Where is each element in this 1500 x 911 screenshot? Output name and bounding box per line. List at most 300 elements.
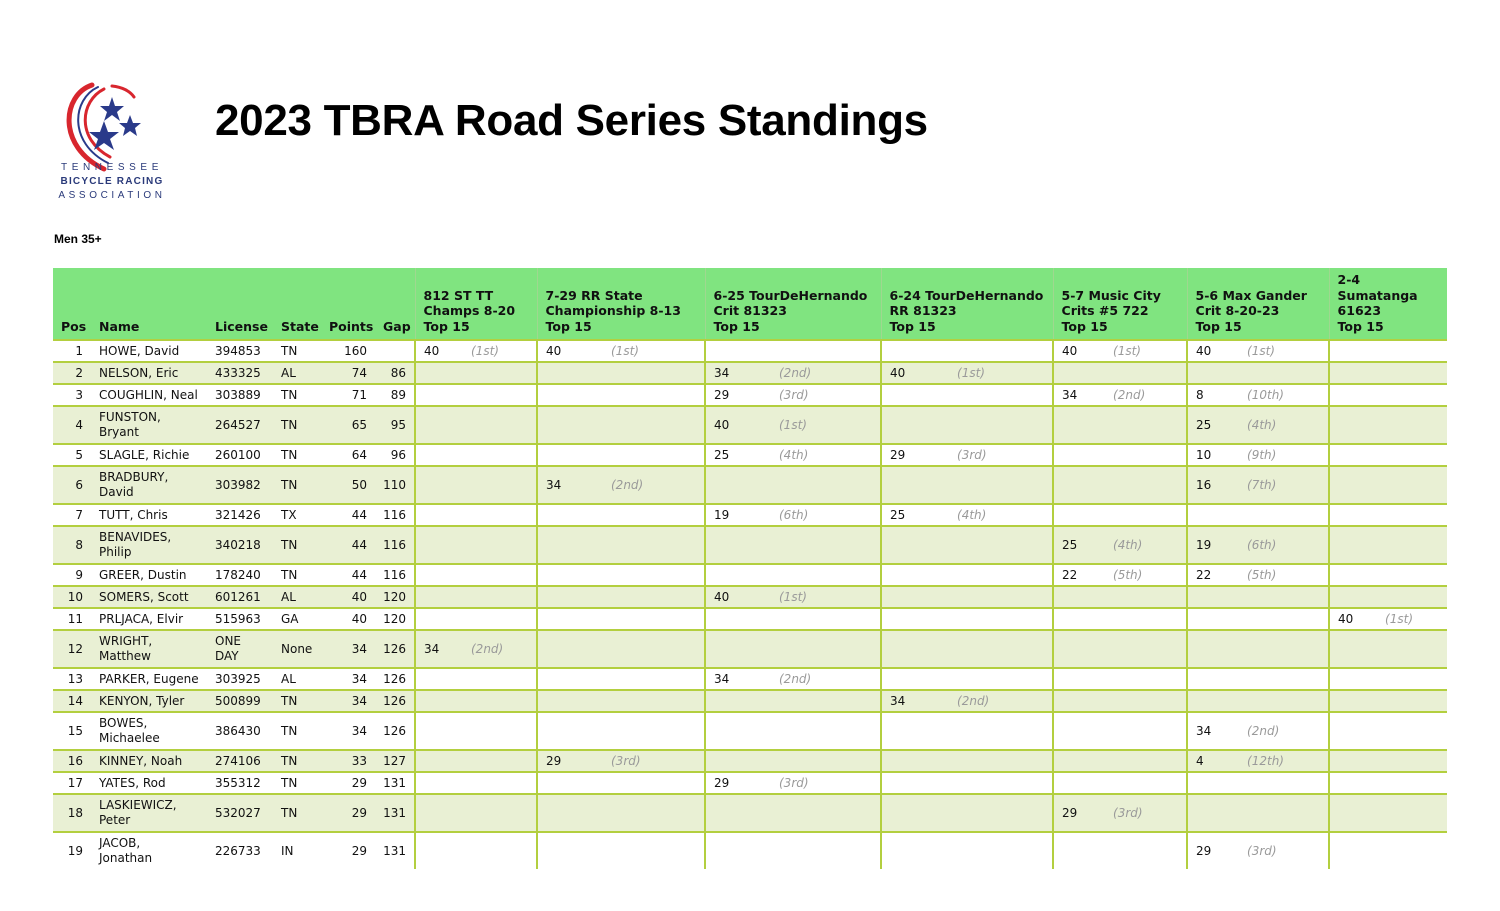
cell-event-points xyxy=(415,504,463,526)
cell-state: AL xyxy=(273,362,321,384)
cell-event-place xyxy=(1239,608,1329,630)
cell-license: 340218 xyxy=(207,526,273,564)
cell-event-points xyxy=(415,794,463,832)
cell-event-points xyxy=(537,444,603,466)
table-row[interactable] xyxy=(53,690,1447,712)
cell-event-points xyxy=(881,526,949,564)
cell-points: 64 xyxy=(321,444,375,466)
cell-event-points: 22 xyxy=(1187,564,1239,586)
cell-event-place xyxy=(771,794,881,832)
cell-event-place xyxy=(1105,690,1187,712)
logo-line-1: TENNESSEE xyxy=(61,162,163,173)
cell-event-points xyxy=(705,750,771,772)
cell-event-place xyxy=(1105,712,1187,750)
cell-event-place xyxy=(1105,406,1187,444)
cell-event-points xyxy=(881,668,949,690)
name-line: Philip xyxy=(99,545,132,559)
cell-event-points xyxy=(1053,772,1105,794)
cell-event-place xyxy=(463,526,537,564)
table-row[interactable] xyxy=(53,564,1447,586)
cell-event-place xyxy=(1105,586,1187,608)
event-header-line: 7-29 RR State xyxy=(545,287,643,303)
table-row[interactable] xyxy=(53,466,1447,504)
cell-license: 303925 xyxy=(207,668,273,690)
cell-event-points: 40 xyxy=(1053,340,1105,362)
cell-state: AL xyxy=(273,668,321,690)
cell-gap: 131 xyxy=(383,843,406,858)
cell-event-place xyxy=(771,832,881,869)
cell-event-place xyxy=(603,384,705,406)
cell-event-points xyxy=(537,586,603,608)
cell-event-points: 19 xyxy=(705,504,771,526)
cell-event-points xyxy=(537,832,603,869)
cell-event-place: (1st) xyxy=(1105,340,1187,362)
cell-event-points xyxy=(1329,772,1377,794)
cell-event-place xyxy=(603,586,705,608)
cell-state: TN xyxy=(273,466,321,504)
cell-event-place xyxy=(1239,794,1329,832)
cell-pos: 15 xyxy=(53,712,91,750)
cell-state: TN xyxy=(273,444,321,466)
cell-pos: 8 xyxy=(53,526,91,564)
col-header-event-3[interactable] xyxy=(881,268,1053,340)
cell-event-points xyxy=(1329,630,1377,668)
table-row[interactable] xyxy=(53,772,1447,794)
cell-points: 65 xyxy=(321,406,375,444)
cell-event-points xyxy=(537,384,603,406)
name-line: Matthew xyxy=(99,649,151,663)
cell-event-place: (2nd) xyxy=(771,362,881,384)
cell-event-points: 34 xyxy=(1053,384,1105,406)
cell-points: 44 xyxy=(321,526,375,564)
cell-gap: 120 xyxy=(375,586,415,608)
cell-event-place: (1st) xyxy=(603,340,705,362)
cell-event-place xyxy=(949,406,1053,444)
cell-event-place xyxy=(463,444,537,466)
cell-event-points xyxy=(881,384,949,406)
cell-event-place xyxy=(771,466,881,504)
cell-name: SOMERS, Scott xyxy=(91,586,207,608)
cell-event-points xyxy=(1329,668,1377,690)
cell-event-place xyxy=(1239,504,1329,526)
cell-state: TX xyxy=(273,504,321,526)
cell-event-place xyxy=(1377,690,1447,712)
cell-event-points xyxy=(1329,564,1377,586)
cell-event-place xyxy=(463,406,537,444)
page-title: 2023 TBRA Road Series Standings xyxy=(215,96,928,145)
cell-event-place xyxy=(603,668,705,690)
cell-event-points xyxy=(705,832,771,869)
cell-event-points xyxy=(705,712,771,750)
cell-event-place xyxy=(463,384,537,406)
cell-event-place xyxy=(771,608,881,630)
cell-license: 601261 xyxy=(207,586,273,608)
cell-event-place xyxy=(949,832,1053,869)
cell-event-points xyxy=(415,444,463,466)
cell-event-place xyxy=(603,444,705,466)
col-header-event-0[interactable] xyxy=(415,268,537,340)
cell-event-place: (5th) xyxy=(1239,564,1329,586)
event-header-line: RR 81323 xyxy=(889,303,957,318)
cell-event-place xyxy=(949,586,1053,608)
cell-points: 34 xyxy=(321,630,375,668)
cell-name: SLAGLE, Richie xyxy=(91,444,207,466)
cell-event-points xyxy=(1187,608,1239,630)
cell-event-place xyxy=(771,564,881,586)
cell-name xyxy=(91,466,207,504)
cell-event-place xyxy=(463,832,537,869)
standings-table xyxy=(53,268,1447,869)
cell-name xyxy=(91,832,207,869)
cell-event-place xyxy=(1377,384,1447,406)
cell-state: TN xyxy=(273,526,321,564)
cell-event-place xyxy=(463,564,537,586)
cell-event-place: (5th) xyxy=(1105,564,1187,586)
cell-event-place xyxy=(1377,772,1447,794)
cell-state: TN xyxy=(273,750,321,772)
col-header-pos[interactable]: Pos xyxy=(53,268,91,340)
cell-event-points xyxy=(415,586,463,608)
cell-event-points xyxy=(415,750,463,772)
name-line: FUNSTON, xyxy=(99,410,161,424)
cell-event-place xyxy=(603,406,705,444)
table-row[interactable] xyxy=(53,750,1447,772)
cell-event-points xyxy=(537,526,603,564)
cell-event-place xyxy=(603,772,705,794)
event-header-line: Top 15 xyxy=(1061,318,1108,334)
cell-event-points xyxy=(415,406,463,444)
cell-event-place: (3rd) xyxy=(603,750,705,772)
cell-event-place: (12th) xyxy=(1239,750,1329,772)
col-header-event-5[interactable] xyxy=(1187,268,1329,340)
cell-name: PARKER, Eugene xyxy=(91,668,207,690)
table-row[interactable] xyxy=(53,340,1447,362)
col-header-gap[interactable]: Gap xyxy=(375,268,415,340)
cell-event-place xyxy=(463,772,537,794)
cell-event-points: 29 xyxy=(705,384,771,406)
cell-event-points xyxy=(1329,712,1377,750)
cell-event-place xyxy=(1377,630,1447,668)
cell-state: TN xyxy=(273,384,321,406)
cell-event-points xyxy=(1053,668,1105,690)
cell-event-points xyxy=(1053,750,1105,772)
col-header-name[interactable]: Name xyxy=(91,268,207,340)
cell-event-points: 34 xyxy=(1187,712,1239,750)
cell-event-points xyxy=(415,564,463,586)
cell-event-points: 10 xyxy=(1187,444,1239,466)
cell-name: NELSON, Eric xyxy=(91,362,207,384)
cell-event-place xyxy=(949,384,1053,406)
table-row[interactable] xyxy=(53,526,1447,564)
cell-event-points xyxy=(1329,384,1377,406)
cell-event-place xyxy=(463,466,537,504)
cell-event-points xyxy=(1053,712,1105,750)
cell-event-points: 34 xyxy=(881,690,949,712)
cell-event-points xyxy=(537,772,603,794)
cell-event-points xyxy=(1329,586,1377,608)
cell-event-place xyxy=(1377,564,1447,586)
cell-event-place xyxy=(1239,630,1329,668)
cell-event-points xyxy=(415,668,463,690)
cell-event-place xyxy=(1377,444,1447,466)
cell-event-place xyxy=(1377,668,1447,690)
cell-event-points xyxy=(1053,362,1105,384)
cell-event-place xyxy=(949,794,1053,832)
cell-license: 433325 xyxy=(207,362,273,384)
cell-event-place: (6th) xyxy=(1239,526,1329,564)
col-header-points[interactable]: Points xyxy=(321,268,375,340)
standings-body xyxy=(53,340,1447,869)
cell-pos: 10 xyxy=(53,586,91,608)
cell-gap: 131 xyxy=(375,772,415,794)
cell-event-points xyxy=(1329,444,1377,466)
cell-state: TN xyxy=(273,690,321,712)
cell-event-points xyxy=(415,608,463,630)
cell-event-place: (3rd) xyxy=(1247,843,1277,858)
table-row[interactable] xyxy=(53,444,1447,466)
cell-pos: 16 xyxy=(53,750,91,772)
cell-points: 34 xyxy=(321,668,375,690)
cell-event-points xyxy=(537,608,603,630)
cell-event-points: 25 xyxy=(1053,526,1105,564)
cell-event-points xyxy=(1187,362,1239,384)
cell-event-place xyxy=(949,750,1053,772)
cell-license: 303889 xyxy=(207,384,273,406)
cell-name xyxy=(91,794,207,832)
cell-gap: 126 xyxy=(375,690,415,712)
license-line: DAY xyxy=(215,649,239,663)
cell-event-place: (4th) xyxy=(1239,406,1329,444)
cell-event-points xyxy=(537,630,603,668)
cell-event-place xyxy=(463,608,537,630)
cell-license: 226733 xyxy=(215,843,261,858)
logo-text xyxy=(52,162,172,201)
col-header-event-6[interactable] xyxy=(1329,268,1447,340)
cell-event-place xyxy=(1105,832,1187,869)
cell-name xyxy=(91,712,207,750)
cell-event-points: 34 xyxy=(705,362,771,384)
cell-points: 29 xyxy=(321,772,375,794)
cell-pos: 3 xyxy=(53,384,91,406)
cell-event-points: 4 xyxy=(1187,750,1239,772)
cell-event-points xyxy=(705,526,771,564)
cell-event-points xyxy=(1329,362,1377,384)
cell-event-place xyxy=(1377,586,1447,608)
category-label: Men 35+ xyxy=(54,232,102,246)
cell-event-place: (2nd) xyxy=(463,630,537,668)
cell-event-points xyxy=(881,586,949,608)
cell-event-points xyxy=(881,832,949,869)
cell-event-points: 25 xyxy=(1187,406,1239,444)
cell-event-points: 29 xyxy=(705,772,771,794)
table-row[interactable] xyxy=(53,384,1447,406)
cell-event-place: (9th) xyxy=(1239,444,1329,466)
cell-pos: 18 xyxy=(53,794,91,832)
cell-event-place: (3rd) xyxy=(771,384,881,406)
cell-event-points xyxy=(881,712,949,750)
cell-gap: 116 xyxy=(375,564,415,586)
table-row[interactable] xyxy=(53,406,1447,444)
cell-event-points: 16 xyxy=(1187,466,1239,504)
cell-event-place xyxy=(949,712,1053,750)
cell-event-points: 8 xyxy=(1187,384,1239,406)
table-row[interactable] xyxy=(53,608,1447,630)
cell-event-points xyxy=(1053,406,1105,444)
cell-event-points xyxy=(537,406,603,444)
cell-event-place xyxy=(949,772,1053,794)
cell-event-place xyxy=(603,794,705,832)
col-header-state[interactable]: State xyxy=(273,268,321,340)
cell-event-points xyxy=(1053,504,1105,526)
event-header-line: Top 15 xyxy=(713,318,760,334)
cell-event-place: (2nd) xyxy=(1239,712,1329,750)
table-row[interactable] xyxy=(53,832,1447,869)
table-row[interactable] xyxy=(53,504,1447,526)
table-row[interactable] xyxy=(53,712,1447,750)
cell-event-points: 25 xyxy=(705,444,771,466)
name-line: BOWES, xyxy=(99,716,148,730)
cell-event-points: 29 xyxy=(537,750,603,772)
cell-event-points xyxy=(1187,504,1239,526)
cell-event-points xyxy=(415,362,463,384)
cell-event-place: (1st) xyxy=(771,586,881,608)
cell-points: 40 xyxy=(321,586,375,608)
cell-event-place xyxy=(1105,504,1187,526)
cell-state: IN xyxy=(281,843,294,858)
cell-state: TN xyxy=(273,564,321,586)
name-line: BENAVIDES, xyxy=(99,530,172,544)
col-header-event-2[interactable] xyxy=(705,268,881,340)
cell-gap: 116 xyxy=(375,526,415,564)
cell-event-place xyxy=(1105,466,1187,504)
cell-event-points xyxy=(881,794,949,832)
cell-state: AL xyxy=(273,586,321,608)
cell-state: TN xyxy=(273,794,321,832)
cell-event-place xyxy=(949,564,1053,586)
cell-event-place: (2nd) xyxy=(1105,384,1187,406)
cell-event-place: (1st) xyxy=(1239,340,1329,362)
cell-event-points xyxy=(705,794,771,832)
cell-pos: 2 xyxy=(53,362,91,384)
cell-name: GREER, Dustin xyxy=(91,564,207,586)
table-row[interactable] xyxy=(53,630,1447,668)
cell-event-points xyxy=(1053,608,1105,630)
cell-event-points xyxy=(1329,466,1377,504)
cell-event-place xyxy=(771,340,881,362)
cell-event-points xyxy=(881,750,949,772)
cell-event-points: 40 xyxy=(705,586,771,608)
cell-points: 29 xyxy=(321,794,375,832)
cell-state: TN xyxy=(273,340,321,362)
cell-event-place xyxy=(771,712,881,750)
cell-event-points: 40 xyxy=(881,362,949,384)
name-line: WRIGHT, xyxy=(99,634,153,648)
logo-line-2: BICYCLE RACING xyxy=(60,176,164,187)
cell-event-points xyxy=(415,712,463,750)
cell-event-place xyxy=(1105,608,1187,630)
table-header-row xyxy=(53,268,1447,340)
cell-gap: 131 xyxy=(375,794,415,832)
cell-pos: 7 xyxy=(53,504,91,526)
cell-event-points xyxy=(1053,586,1105,608)
cell-gap: 120 xyxy=(375,608,415,630)
cell-event-place xyxy=(463,690,537,712)
cell-pos: 1 xyxy=(53,340,91,362)
cell-name xyxy=(91,406,207,444)
cell-event-points xyxy=(705,564,771,586)
cell-event-points xyxy=(881,466,949,504)
cell-event-place xyxy=(949,466,1053,504)
cell-event-points: 19 xyxy=(1187,526,1239,564)
cell-event-place xyxy=(603,690,705,712)
cell-event-points: 29 xyxy=(1053,794,1105,832)
cell-event-place xyxy=(1239,362,1329,384)
cell-state: None xyxy=(273,630,321,668)
table-row[interactable] xyxy=(53,668,1447,690)
cell-event-points xyxy=(1187,794,1239,832)
cell-event-points xyxy=(1329,340,1377,362)
cell-points: 44 xyxy=(321,564,375,586)
cell-event-points xyxy=(1329,690,1377,712)
table-row[interactable] xyxy=(53,586,1447,608)
event-header-line: 61623 xyxy=(1337,303,1382,318)
license-line: ONE xyxy=(215,634,242,648)
cell-name: YATES, Rod xyxy=(91,772,207,794)
cell-points: 34 xyxy=(321,712,375,750)
cell-event-place xyxy=(771,630,881,668)
cell-name: HOWE, David xyxy=(91,340,207,362)
cell-license xyxy=(207,630,273,668)
cell-event-place xyxy=(1377,504,1447,526)
cell-event-points xyxy=(1329,794,1377,832)
cell-points: 74 xyxy=(321,362,375,384)
cell-event-points: 34 xyxy=(537,466,603,504)
cell-event-points xyxy=(1053,630,1105,668)
col-header-license[interactable]: License xyxy=(207,268,273,340)
cell-license: 321426 xyxy=(207,504,273,526)
cell-name: PRLJACA, Elvir xyxy=(91,608,207,630)
cell-state: TN xyxy=(273,406,321,444)
cell-event-points xyxy=(415,832,463,869)
cell-event-place xyxy=(463,668,537,690)
cell-gap xyxy=(375,340,415,362)
cell-event-place xyxy=(603,608,705,630)
cell-event-points: 22 xyxy=(1053,564,1105,586)
name-line: Michaelee xyxy=(99,731,160,745)
cell-event-place: (2nd) xyxy=(949,690,1053,712)
cell-event-points xyxy=(705,630,771,668)
table-row[interactable] xyxy=(53,362,1447,384)
cell-name: KENYON, Tyler xyxy=(91,690,207,712)
event-header-line: 6-24 TourDeHernando xyxy=(889,287,1044,303)
cell-state: TN xyxy=(273,772,321,794)
cell-event-place xyxy=(603,362,705,384)
cell-license: 303982 xyxy=(207,466,273,504)
cell-gap: 95 xyxy=(375,406,415,444)
cell-event-place xyxy=(463,504,537,526)
cell-event-place: (4th) xyxy=(949,504,1053,526)
cell-event-place xyxy=(1105,772,1187,794)
cell-gap: 126 xyxy=(375,712,415,750)
cell-event-place xyxy=(1105,444,1187,466)
col-header-event-4[interactable] xyxy=(1053,268,1187,340)
col-header-event-1[interactable] xyxy=(537,268,705,340)
cell-event-place xyxy=(1377,406,1447,444)
event-header-line: Championship 8-13 xyxy=(545,303,681,318)
table-row[interactable] xyxy=(53,794,1447,832)
cell-gap: 126 xyxy=(375,630,415,668)
cell-event-place xyxy=(1377,340,1447,362)
